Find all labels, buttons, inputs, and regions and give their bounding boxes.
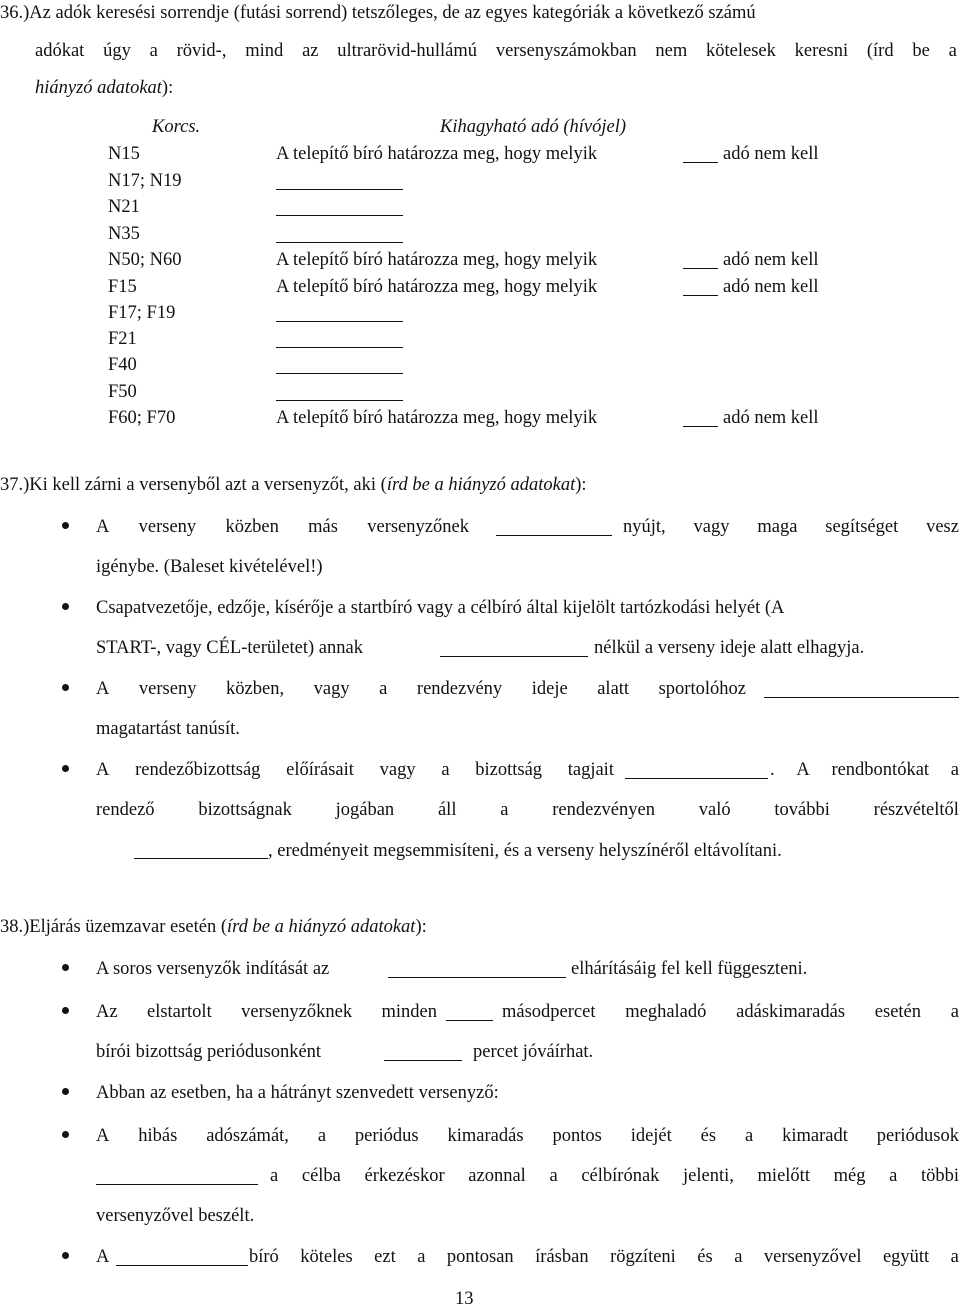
q38-italic-text: írd be a hiányzó adatokat	[227, 917, 416, 937]
word: a	[950, 760, 959, 780]
word: nyújt,	[623, 517, 666, 537]
word: be	[912, 41, 930, 61]
word: mind	[245, 41, 284, 61]
word: rendbontókat	[831, 760, 930, 780]
category-label: F17; F19	[108, 303, 176, 323]
word: tagjait	[567, 760, 614, 780]
word: rövid-,	[176, 41, 227, 61]
q37-b3-line2: magatartást tanúsít.	[96, 719, 240, 739]
q37-b4-line2	[96, 801, 959, 820]
answer-blank	[440, 641, 588, 657]
q38-b1-text: A soros versenyzők indítását az	[96, 959, 330, 979]
word: a	[270, 1166, 279, 1186]
word: még	[833, 1166, 866, 1186]
word: mielőtt	[757, 1166, 810, 1186]
category-label: N35	[108, 224, 140, 244]
q38-b2-left	[96, 1003, 437, 1022]
category-label: N15	[108, 144, 140, 164]
word: rögzíteni	[610, 1247, 676, 1267]
answer-blank	[446, 1005, 493, 1021]
bullet-icon	[62, 1007, 69, 1014]
q38-b2-line2: bírói bizottság periódusonként	[96, 1042, 322, 1062]
word: a	[950, 1002, 959, 1022]
skip-rule-text: A telepítő bíró határozza meg, hogy melyik	[276, 408, 598, 428]
answer-blank	[625, 763, 768, 779]
word: közben,	[226, 679, 285, 699]
category-label: F21	[108, 329, 137, 349]
word: rendezvényen	[552, 800, 655, 820]
category-label: F60; F70	[108, 408, 176, 428]
word: ultrarövid-hullámú	[337, 41, 478, 61]
word: kimaradás	[447, 1126, 524, 1146]
category-label: N17; N19	[108, 171, 182, 191]
word: a	[417, 1247, 426, 1267]
word: meghaladó	[625, 1002, 707, 1022]
word: a	[441, 760, 450, 780]
answer-blank	[276, 358, 403, 374]
word: való	[698, 800, 731, 820]
word: érkezéskor	[364, 1166, 445, 1186]
q37-b4-line3: , eredményeit megsemmisíteni, és a verseny helyszínéről eltávolítani.	[268, 841, 782, 861]
q36-line3	[35, 79, 173, 98]
table-header-skippable: Kihagyható adó (hívójel)	[440, 117, 626, 137]
word: célbírónak	[581, 1166, 660, 1186]
word: rendezvény	[416, 679, 503, 699]
q36-number: 36.)	[0, 3, 30, 23]
q36-line3-tail: ):	[161, 78, 174, 98]
answer-blank	[276, 227, 403, 243]
q37-b2-line2: START-, vagy CÉL-területet) annak	[96, 638, 363, 658]
skip-rule-text: A telepítő bíró határozza meg, hogy melyik	[276, 250, 598, 270]
word: más	[308, 517, 338, 537]
word: a	[317, 1126, 327, 1146]
word: ideje	[531, 679, 568, 699]
word: adókat	[35, 41, 85, 61]
word: (írd	[866, 41, 894, 61]
skip-rule-tail: adó nem kell	[723, 250, 819, 270]
skip-rule-text: A telepítő bíró határozza meg, hogy melyik	[276, 144, 598, 164]
q37-b4-right	[770, 761, 959, 780]
bullet-icon	[62, 765, 69, 772]
word: a	[734, 1247, 743, 1267]
answer-blank	[276, 332, 403, 348]
answer-blank	[764, 682, 959, 698]
word: pontos	[552, 1126, 602, 1146]
q37-number: 37.)	[0, 475, 30, 495]
word: idejét	[630, 1126, 672, 1146]
word: A	[96, 517, 110, 537]
word: vesz	[926, 517, 959, 537]
word: .	[770, 760, 775, 780]
q37-b1-line2: igénybe. (Baleset kivételével!)	[96, 557, 323, 577]
q36-line1	[0, 4, 756, 23]
skip-rule-tail: adó nem kell	[723, 144, 819, 164]
word: közben	[225, 517, 279, 537]
word: együtt	[882, 1247, 930, 1267]
category-label: F15	[108, 277, 137, 297]
answer-blank	[276, 385, 403, 401]
bullet-icon	[62, 1252, 69, 1259]
word: sportolóhoz	[658, 679, 746, 699]
word: bizottság	[475, 760, 543, 780]
word: a	[500, 800, 509, 820]
word: A	[796, 760, 810, 780]
word: további	[774, 800, 830, 820]
word: A	[96, 760, 110, 780]
category-label: F40	[108, 355, 137, 375]
word: rendezőbizottság	[135, 760, 261, 780]
word: kötelesek	[706, 41, 776, 61]
category-label: N21	[108, 197, 140, 217]
word: minden	[381, 1002, 437, 1022]
q37-italic-text: írd be a hiányzó adatokat	[386, 475, 576, 495]
q37-b4-left	[96, 761, 614, 780]
answer-blank	[384, 1045, 462, 1061]
answer-blank	[116, 1250, 248, 1266]
word: köteles	[300, 1247, 353, 1267]
q38-b5-line1	[249, 1248, 959, 1267]
answer-blank	[276, 306, 403, 322]
q38-b2-line2-tail: percet jóváírhat.	[473, 1042, 594, 1062]
q37-b1-left	[96, 518, 469, 537]
word: írásban	[535, 1247, 589, 1267]
bullet-icon	[62, 603, 69, 610]
word: adáskimaradás	[736, 1002, 846, 1022]
word: és	[700, 1126, 717, 1146]
word: kimaradt	[782, 1126, 848, 1146]
word: esetén	[874, 1002, 922, 1022]
word: többi	[920, 1166, 959, 1186]
word: vagy	[379, 760, 416, 780]
word: bizottságnak	[198, 800, 292, 820]
answer-blank	[276, 174, 403, 190]
word: A	[96, 679, 110, 699]
word: a	[889, 1166, 898, 1186]
answer-blank	[683, 147, 718, 163]
word: úgy	[103, 41, 131, 61]
word: hibás	[138, 1126, 178, 1146]
word: nem	[655, 41, 688, 61]
bullet-icon	[62, 964, 69, 971]
word: áll	[437, 800, 457, 820]
answer-blank	[683, 253, 718, 269]
word: elstartolt	[146, 1002, 212, 1022]
word: alatt	[597, 679, 630, 699]
page-number: 13	[455, 1289, 474, 1309]
q38-b5-first: A	[96, 1247, 110, 1267]
word: és	[697, 1247, 713, 1267]
bullet-icon	[62, 522, 69, 529]
q36-line2	[35, 42, 957, 61]
word: keresni	[794, 41, 849, 61]
q38-b4-line2	[270, 1167, 959, 1186]
word: bíró	[249, 1247, 279, 1267]
word: pontosan	[446, 1247, 514, 1267]
word: ezt	[374, 1247, 396, 1267]
q37-b2-line2-tail: nélkül a verseny ideje alatt elhagyja.	[594, 638, 865, 658]
word: jelenti,	[683, 1166, 734, 1186]
q37-b1-right	[623, 518, 959, 537]
word: az	[302, 41, 319, 61]
q37-b2-line1: Csapatvezetője, edzője, kísérője a startbíró vagy a célbíró által kijelölt tartózkodási helyét (A	[96, 598, 785, 618]
word: periódusok	[876, 1126, 959, 1146]
q37-b3-line1	[96, 680, 746, 699]
bullet-icon	[62, 684, 69, 691]
table-header-category: Korcs.	[152, 117, 201, 137]
word: segítséget	[825, 517, 899, 537]
word: vagy	[693, 517, 730, 537]
word: A	[96, 1126, 110, 1146]
answer-blank	[683, 411, 718, 427]
answer-blank	[683, 280, 718, 296]
category-label: N50; N60	[108, 250, 182, 270]
q38-intro: 38.)Eljárás üzemzavar esetén (írd be a hiányzó adatokat):	[0, 917, 427, 937]
q38-b1-tail: elhárításáig fel kell függeszteni.	[571, 959, 808, 979]
bullet-icon	[62, 1088, 69, 1095]
word: versenyzővel	[763, 1247, 862, 1267]
word: azonnal	[468, 1166, 526, 1186]
q36-italic-text: hiányzó adatokat	[35, 78, 162, 98]
skip-rule-text: A telepítő bíró határozza meg, hogy melyik	[276, 277, 598, 297]
word: verseny	[138, 517, 197, 537]
word: részvételtől	[873, 800, 959, 820]
word: versenyszámokban	[495, 41, 637, 61]
answer-blank	[134, 843, 268, 859]
q38-b3-text: Abban az esetben, ha a hátrányt szenvedett versenyző:	[96, 1083, 499, 1103]
word: a	[744, 1126, 754, 1146]
q36-text-line1: Az adók keresési sorrendje (futási sorrend) tetszőleges, de az egyes kategóriák a következő számú	[29, 3, 756, 23]
q38-number: 38.)	[0, 917, 30, 937]
q37-intro: 37.)Ki kell zárni a versenyből azt a versenyzőt, aki (írd be a hiányzó adatokat):	[0, 475, 587, 495]
word: másodpercet	[502, 1002, 596, 1022]
word: vagy	[313, 679, 350, 699]
word: verseny	[138, 679, 197, 699]
word: Az	[96, 1002, 118, 1022]
word: a	[950, 1247, 959, 1267]
word: periódus	[354, 1126, 419, 1146]
skip-rule-tail: adó nem kell	[723, 408, 819, 428]
q38-b4-line1	[96, 1127, 959, 1146]
word: a	[549, 1166, 558, 1186]
word: célba	[301, 1166, 341, 1186]
answer-blank	[496, 520, 612, 536]
answer-blank	[276, 200, 403, 216]
category-label: F50	[108, 382, 137, 402]
word: előírásait	[286, 760, 354, 780]
word: rendező	[96, 800, 155, 820]
skip-rule-tail: adó nem kell	[723, 277, 819, 297]
word: jogában	[335, 800, 395, 820]
q38-b4-line3: versenyzővel beszélt.	[96, 1206, 255, 1226]
word: a	[948, 41, 957, 61]
bullet-icon	[62, 1131, 69, 1138]
answer-blank	[388, 962, 566, 978]
q38-b2-right	[502, 1003, 959, 1022]
word: versenyzőknek	[241, 1002, 353, 1022]
word: a	[379, 679, 388, 699]
word: adószámát,	[206, 1126, 289, 1146]
word: versenyzőnek	[367, 517, 469, 537]
word: a	[149, 41, 158, 61]
answer-blank	[96, 1169, 258, 1185]
word: maga	[757, 517, 798, 537]
